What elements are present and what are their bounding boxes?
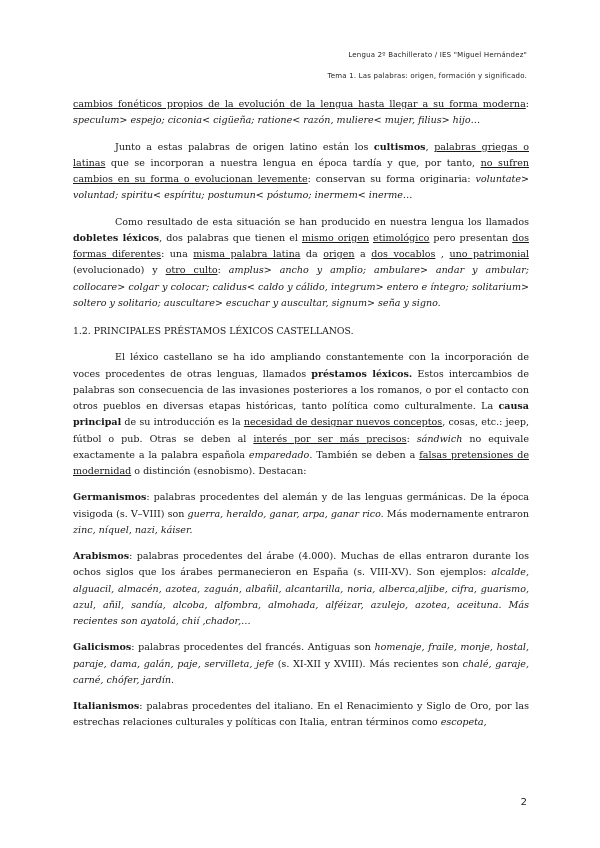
- text-span: ,: [425, 141, 435, 153]
- text-span: emparedado: [248, 449, 310, 461]
- text-span: Estos intercambios de palabras son consecuencia de las invasiones posteriores a los romanos, o por el contacto con otros pueblos en diversas etapas históricas, tanto política como culturalmente. La: [73, 368, 529, 412]
- text-span: otro culto: [165, 265, 218, 277]
- text-span: guerra, heraldo, ganar, arpa, ganar rico.: [187, 508, 384, 520]
- text-span: : palabras procedentes del italiano. En el Renacimiento y Siglo de Oro, por las estrechas relaciones culturales y políticas con Italia, entran términos como: [73, 701, 529, 729]
- text-span: falsas pretensiones de modernidad: [73, 449, 529, 477]
- text-span: El léxico castellano se ha ido ampliando constantemente con la incorporación de voces procedentes de otras lenguas, llamados: [73, 352, 529, 380]
- text-span: préstamos léxicos.: [311, 368, 413, 380]
- text-span: amplus> ancho y amplio; ambulare> andar y ambular; collocare> colgar y colocar; calidus< caldo y cálido, integrum> entero e íntegro; solitarium> soltero y solitario; auscultare> escuchar y auscultar, signum> seña y signo.: [73, 265, 529, 309]
- text-span: o distinción (esnobismo). Destacan:: [131, 466, 307, 477]
- paragraph-arabismos: [73, 549, 529, 630]
- paragraph-galicismos: [73, 640, 529, 689]
- header-course: Lengua 2º Bachillerato / IES "Miguel Hernández": [348, 51, 527, 59]
- text-span: de su introducción es la: [121, 417, 244, 429]
- paragraph-cultismos: [73, 140, 529, 205]
- text-span: escopeta,: [440, 717, 487, 729]
- text-span: Como resultado de esta situación se han producido en nuestra lengua los llamados: [115, 216, 529, 228]
- text-span: : palabras procedentes del árabe (4.000). Muchas de ellas entraron durante los ochos siglos que los árabes permanecieron en España (s. VIII-XV). Son ejemplos:: [73, 551, 529, 579]
- text-span: dobletes léxicos: [73, 232, 160, 244]
- term-label: Germanismos: [73, 492, 147, 504]
- text-span: voluntate> voluntad; spiritu< espíritu; postumun< póstumo; inermem< inerme…: [73, 174, 529, 202]
- text-span: causa principal: [73, 401, 529, 429]
- text-span: Junto a estas palabras de origen latino están los: [115, 141, 374, 153]
- text-span: dos formas diferentes: [73, 232, 529, 260]
- text-span: :: [525, 99, 529, 110]
- text-span: no equivale exactamente a la palabra española: [73, 433, 529, 461]
- text-span: ,: [435, 249, 450, 260]
- text-span: .: [350, 326, 354, 337]
- section-heading: [73, 324, 529, 340]
- text-span: (s. XI-XII y XVIII). Más recientes son: [273, 658, 463, 670]
- text-span: chalé, garaje, carné, chófer, jardín.: [73, 658, 529, 686]
- text-span: homenaje, fraile, monje, hostal, paraje, dama, galán, paje, servilleta, jefe: [73, 642, 529, 670]
- text-span: origen: [323, 249, 355, 260]
- text-span: : palabras procedentes del francés. Antiguas son: [131, 642, 375, 654]
- text-span: (evolucionado) y: [73, 265, 166, 277]
- term-label: Arabismos: [73, 551, 130, 562]
- paragraph-fonetic-changes: [73, 97, 529, 130]
- text-span: cultismos: [373, 141, 426, 153]
- text-span: interés por ser más precisos: [253, 433, 407, 445]
- text-span: dos vocablos: [371, 249, 436, 260]
- text-span: zinc, níquel, nazi, káiser.: [73, 524, 193, 536]
- text-span: : palabras procedentes del alemán y de las lenguas germánicas. De la época visigoda (s. V–VIII) son: [73, 492, 529, 520]
- page-number: 2: [520, 797, 527, 808]
- paragraph-dobletes: [73, 215, 529, 313]
- text-span: alcalde, alguacil, almacén, azotea, zaguán, albañil, alcantarilla, noria, alberca,aljibe, cifra, guarismo, azul, añil, sandía, alcoba, alfombra, almohada, alféizar, azulejo, azotea, aceituna. Más recientes son ayatolá, chií ,chador,…: [73, 567, 529, 627]
- text-span: pero presentan: [429, 232, 513, 244]
- body-text: [73, 97, 529, 742]
- term-label: Galicismos: [73, 642, 132, 654]
- text-span: misma palabra latina: [193, 249, 301, 260]
- paragraph-germanismos: [73, 490, 529, 539]
- text-span: :: [406, 433, 417, 445]
- text-span: . También se deben a: [309, 449, 420, 461]
- text-span: , cosas, etc.: jeep, fútbol o pub. Otras se deben al: [73, 417, 529, 445]
- text-span: no sufren cambios en su forma o evolucionan levemente: [73, 157, 529, 185]
- text-span: :: [217, 265, 229, 277]
- section-title: 1.2. PRINCIPALES PRÉSTAMOS LÉXICOS CASTELLANOS: [73, 326, 351, 337]
- paragraph-prestamos: [73, 350, 529, 480]
- text-span: sándwich: [416, 433, 463, 445]
- term-label: Italianismos: [73, 701, 140, 712]
- header-topic: Tema 1. Las palabras: origen, formación y significado.: [327, 72, 527, 80]
- text-span: mismo origen: [301, 232, 369, 244]
- text-span: , dos palabras que tienen el: [159, 232, 302, 244]
- text-span: palabras griegas o latinas: [73, 141, 529, 169]
- text-span: da: [300, 249, 324, 260]
- text-span: speculum> espejo; ciconia< cigüeña; ratione< razón, muliere< mujer, filius> hijo…: [73, 115, 481, 127]
- text-span: Más modernamente entraron: [383, 508, 529, 520]
- text-span: que se incorporan a nuestra lengua en época tardía y que, por tanto,: [105, 157, 481, 169]
- text-span: uno patrimonial: [449, 249, 530, 260]
- text-span: cambios fonéticos propios de la evolución de la lengua hasta llegar a su forma moderna: [73, 99, 526, 110]
- text-span: necesidad de designar nuevos conceptos: [243, 417, 443, 429]
- text-span: : una: [161, 249, 194, 260]
- text-span: a: [354, 249, 372, 260]
- paragraph-italianismos: [73, 699, 529, 732]
- text-span: : conservan su forma originaria:: [307, 174, 476, 185]
- text-span: etimológico: [373, 232, 430, 244]
